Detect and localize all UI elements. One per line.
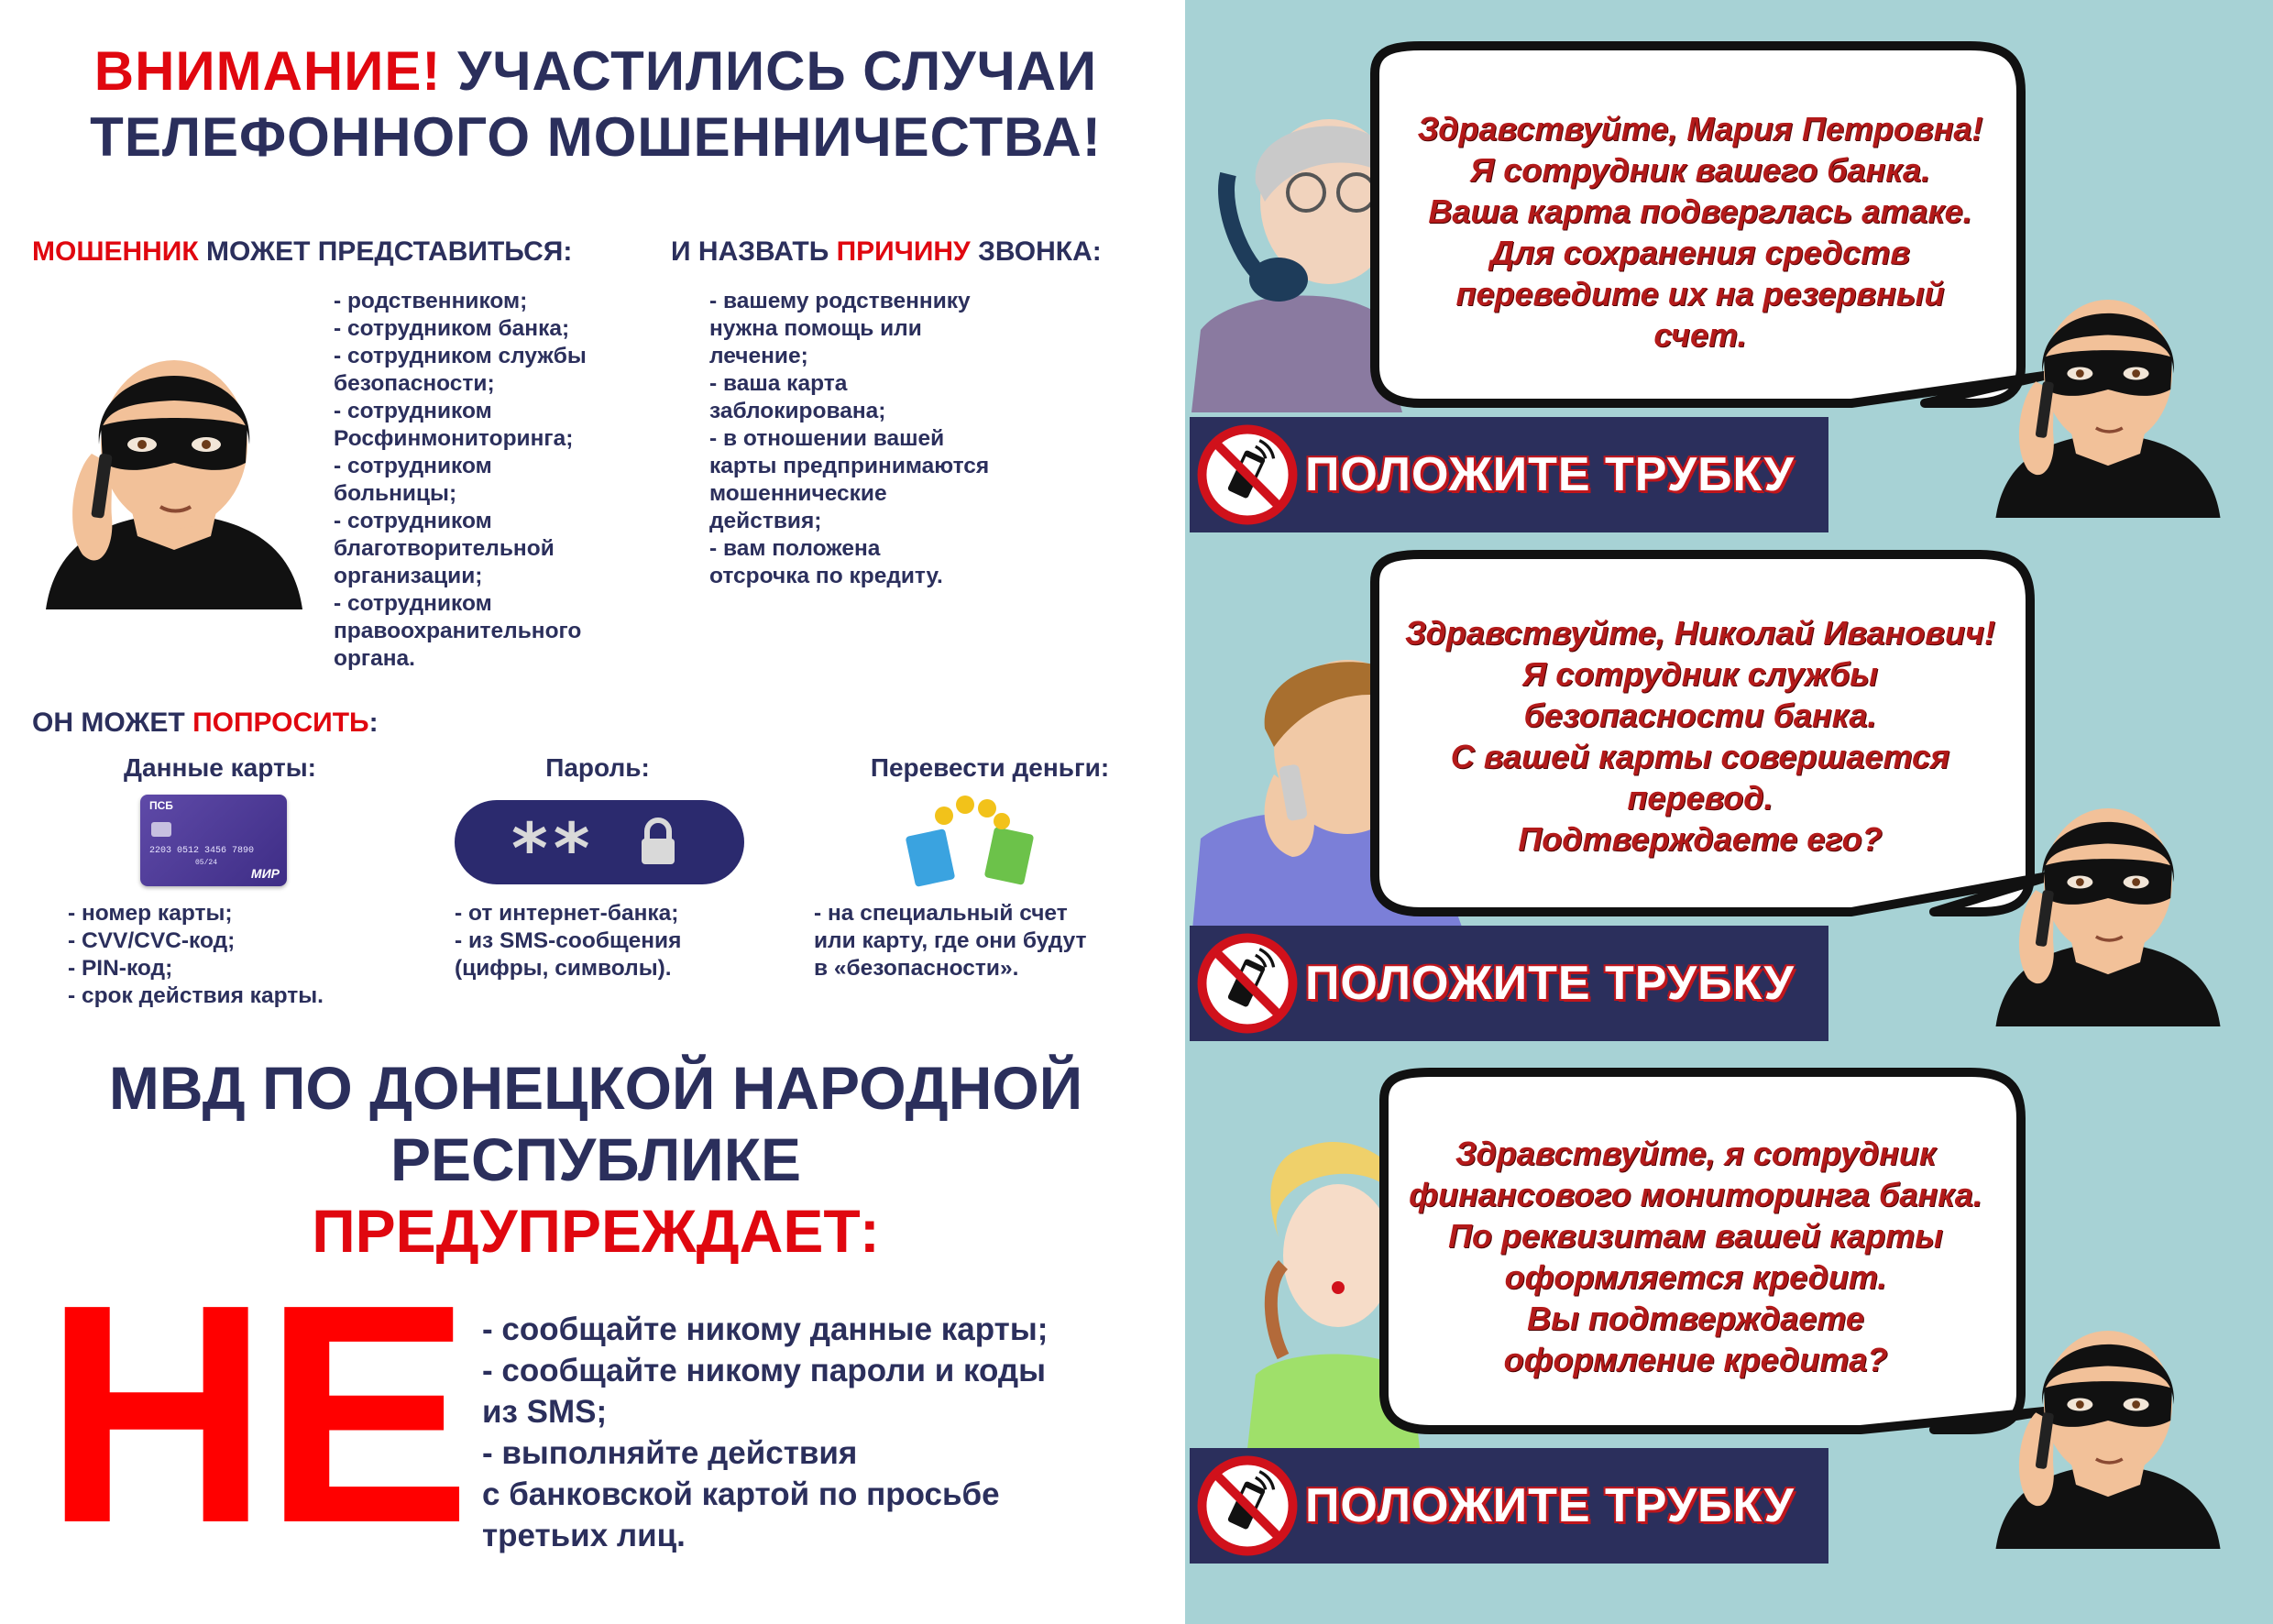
ask-heading-post: : — [368, 708, 379, 738]
password-line: - от интернет-банка; — [455, 901, 679, 926]
speech-text-3 — [1375, 1133, 2016, 1380]
hang-up-banner — [1190, 417, 1828, 532]
scammer-icon — [1961, 1292, 2255, 1549]
dont-line: третьих лиц. — [482, 1518, 686, 1553]
password-line: (цифры, символы). — [455, 956, 672, 981]
password-list — [455, 900, 681, 982]
money-transfer-icon — [903, 788, 1040, 898]
dont-line: с банковской картой по просьбе — [482, 1476, 1000, 1512]
reason-line: нужна помощь или — [709, 316, 922, 341]
dont-line: - выполняйте действия — [482, 1435, 858, 1471]
introduce-line: правоохранительного — [334, 619, 582, 643]
card-line: - срок действия карты. — [68, 983, 324, 1008]
ne-big-letters: НЕ — [44, 1240, 467, 1588]
speech-line: оформление кредита? — [1503, 1341, 1888, 1378]
speech-line: Я сотрудник вашего банка. — [1470, 151, 1930, 189]
headline-line2: ТЕЛЕФОННОГО МОШЕННИЧЕСТВА! — [90, 106, 1102, 168]
reason-line: мошеннические — [709, 481, 887, 506]
transfer-list — [814, 900, 1087, 982]
mvd-line2: РЕСПУБЛИКЕ — [390, 1125, 802, 1193]
reason-heading-pre: И НАЗВАТЬ — [671, 236, 829, 267]
speech-line: безопасности банка. — [1523, 697, 1877, 734]
speech-line: счет. — [1653, 316, 1747, 354]
transfer-line: в «безопасности». — [814, 956, 1019, 981]
speech-line: Для сохранения средств — [1490, 234, 1910, 271]
reason-line: - вашему родственнику — [709, 289, 971, 313]
card-title: Данные карты: — [124, 753, 316, 782]
transfer-line: или карту, где они будут — [814, 928, 1087, 953]
no-phone-icon — [1197, 933, 1298, 1034]
speech-line: Здравствуйте, Николай Иванович! — [1404, 614, 1995, 652]
introduce-line: - сотрудником — [334, 454, 492, 478]
introduce-line: благотворительной — [334, 536, 555, 561]
scammer-icon — [27, 316, 321, 609]
reason-line: - вам положена — [709, 536, 881, 561]
introduce-heading — [32, 236, 572, 268]
dont-line: - сообщайте никому пароли и коды — [482, 1353, 1047, 1388]
reason-heading — [671, 236, 1102, 268]
ask-heading — [32, 708, 379, 739]
mvd-block — [27, 1052, 1164, 1267]
hang-up-label: ПОЛОЖИТЕ ТРУБКУ — [1305, 448, 1795, 501]
introduce-list — [334, 288, 587, 673]
card-brand: МИР — [250, 866, 280, 881]
reason-line: действия; — [709, 509, 822, 533]
reason-line: отсрочка по кредиту. — [709, 564, 943, 588]
introduce-line: - сотрудником — [334, 509, 492, 533]
speech-line: По реквизитам вашей карты — [1448, 1217, 1943, 1255]
card-chip-icon — [151, 822, 171, 837]
headline — [27, 38, 1164, 170]
hang-up-banner — [1190, 926, 1828, 1041]
speech-line: финансового мониторинга банка. — [1409, 1176, 1982, 1213]
speech-line: оформляется кредит. — [1504, 1258, 1887, 1296]
speech-line: Здравствуйте, я сотрудник — [1455, 1135, 1937, 1172]
reason-line: лечение; — [709, 344, 808, 368]
scammer-icon — [1961, 261, 2255, 518]
introduce-heading-rest: МОЖЕТ ПРЕДСТАВИТЬСЯ: — [206, 236, 573, 267]
reason-heading-red: ПРИЧИНУ — [836, 236, 971, 267]
reason-line: - ваша карта — [709, 371, 848, 396]
card-number: 2203 0512 3456 7890 — [149, 846, 255, 856]
reason-line: карты предпринимаются — [709, 454, 990, 478]
reason-line: заблокирована; — [709, 399, 886, 423]
speech-text-2 — [1366, 612, 2035, 860]
dont-list — [482, 1309, 1179, 1556]
speech-line: Здравствуйте, Мария Петровна! — [1417, 110, 1983, 148]
reason-list — [709, 288, 989, 590]
card-line: - номер карты; — [68, 901, 233, 926]
speech-line: переведите их на резервный — [1455, 275, 1945, 313]
introduce-line: Росфинмониторинга; — [334, 426, 574, 451]
speech-text-1 — [1375, 108, 2026, 356]
bank-card-icon — [140, 795, 287, 886]
speech-line: С вашей карты совершается — [1450, 738, 1950, 775]
reason-heading-post: ЗВОНКА: — [978, 236, 1102, 267]
card-list — [68, 900, 324, 1010]
scammer-icon — [1961, 770, 2255, 1026]
speech-line: перевод. — [1627, 779, 1773, 817]
hang-up-banner — [1190, 1448, 1828, 1564]
speech-line: Ваша карта подверглась атаке. — [1428, 192, 1972, 230]
no-phone-icon — [1197, 424, 1298, 525]
speech-line: Я сотрудник службы — [1522, 655, 1878, 693]
transfer-line: - на специальный счет — [814, 901, 1068, 926]
introduce-line: органа. — [334, 646, 415, 671]
introduce-line: - сотрудником — [334, 399, 492, 423]
password-mask: ** — [511, 807, 596, 889]
padlock-icon — [638, 817, 678, 868]
dont-line: из SMS; — [482, 1394, 608, 1430]
transfer-title: Перевести деньги: — [870, 753, 1110, 782]
dont-line: - сообщайте никому данные карты; — [482, 1311, 1049, 1347]
introduce-line: - сотрудником банка; — [334, 316, 570, 341]
hang-up-label: ПОЛОЖИТЕ ТРУБКУ — [1305, 957, 1795, 1010]
speech-line: Подтверждаете его? — [1518, 820, 1883, 858]
password-field-icon — [455, 800, 744, 889]
headline-line1: УЧАСТИЛИСЬ СЛУЧАИ — [457, 40, 1098, 102]
card-line: - CVV/CVC-код; — [68, 928, 236, 953]
reason-line: - в отношении вашей — [709, 426, 945, 451]
mvd-warns: ПРЕДУПРЕЖДАЕТ: — [312, 1197, 880, 1265]
no-phone-icon — [1197, 1455, 1298, 1556]
introduce-line: больницы; — [334, 481, 457, 506]
headline-warning: ВНИМАНИЕ! — [93, 40, 442, 102]
introduce-line: - родственником; — [334, 289, 528, 313]
speech-line: Вы подтверждаете — [1527, 1300, 1864, 1337]
card-line: - PIN-код; — [68, 956, 173, 981]
introduce-line: безопасности; — [334, 371, 495, 396]
card-expiry: 05/24 — [195, 859, 218, 867]
card-bank-logo: ПСБ — [149, 799, 173, 812]
password-title: Пароль: — [545, 753, 650, 782]
introduce-heading-red: МОШЕННИК — [32, 236, 199, 267]
ask-heading-pre: ОН МОЖЕТ — [32, 708, 185, 738]
ask-heading-red: ПОПРОСИТЬ — [192, 708, 369, 738]
introduce-line: - сотрудником — [334, 591, 492, 616]
introduce-line: организации; — [334, 564, 483, 588]
introduce-line: - сотрудником службы — [334, 344, 587, 368]
mvd-line1: МВД ПО ДОНЕЦКОЙ НАРОДНОЙ — [108, 1054, 1083, 1122]
password-line: - из SMS-сообщения — [455, 928, 682, 953]
hang-up-label: ПОЛОЖИТЕ ТРУБКУ — [1305, 1479, 1795, 1532]
